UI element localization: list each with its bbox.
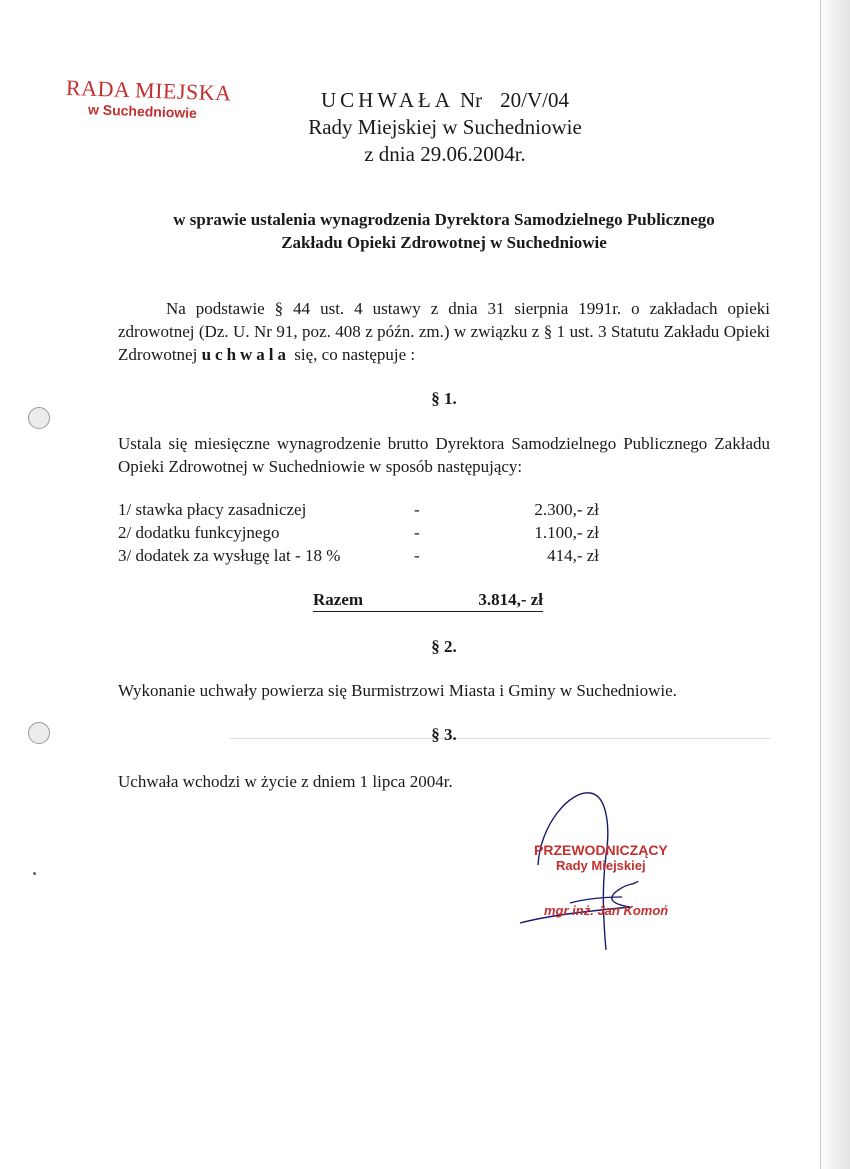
salary-item-row	[118, 521, 599, 544]
total-row	[313, 590, 543, 612]
section-1-text: Ustala się miesięczne wynagrodzenie brutto Dyrektora Samodzielnego Publicznego Zakładu Opieki Zdrowotnej w Suchedniowie w sposób następujący:	[118, 434, 770, 476]
punch-hole-top	[28, 407, 50, 429]
punch-hole-bottom	[28, 722, 50, 744]
item-name: 1/ stawka płacy zasadniczej	[118, 499, 307, 519]
resolution-title	[260, 88, 630, 113]
total-label: Razem	[313, 590, 364, 609]
resolution-header	[260, 88, 630, 167]
item-name: 2/ dodatku funkcyjnego	[118, 522, 280, 542]
resolution-date: z dnia 29.06.2004r.	[364, 142, 526, 166]
salary-item-row	[118, 544, 599, 567]
signature-title: PRZEWODNICZĄCY	[534, 842, 668, 858]
subject-line-2: Zakładu Opieki Zdrowotnej w Suchedniowie	[281, 233, 607, 252]
item-dash: -	[414, 522, 420, 542]
section-3-heading: § 3.	[431, 725, 457, 744]
item-amount: 2.300,- zł	[534, 499, 599, 519]
council-stamp	[65, 74, 246, 122]
item-name: 3/ dodatek za wysługę lat - 18 %	[118, 545, 341, 565]
preamble-text: Na podstawie § 44 ust. 4 ustawy z dnia 31 sierpnia 1991r. o zakładach opieki zdrowotnej (Dz. U. Nr 91, poz. 408 z późn. zm.) w związku z § 1 ust. 3 Statutu Zakładu Opieki Zdrowotnej	[118, 299, 770, 364]
title-nr: Nr	[459, 88, 483, 112]
section-2-text: Wykonanie uchwały powierza się Burmistrzowi Miasta i Gminy w Suchedniowie.	[118, 681, 677, 700]
signature-subtitle: Rady Miejskiej	[556, 858, 646, 873]
item-amount: 414,- zł	[547, 545, 599, 565]
section-2-heading: § 2.	[431, 637, 457, 656]
salary-items-table	[118, 498, 599, 567]
scan-edge-shadow	[820, 0, 850, 1169]
item-dash: -	[414, 545, 420, 565]
salary-items-body	[118, 498, 599, 567]
section-3-text: Uchwała wchodzi w życie z dniem 1 lipca 2004r.	[118, 772, 453, 791]
preamble-spaced-word: uchwala	[201, 345, 291, 364]
stamp-line-2: w Suchedniowie	[87, 101, 198, 122]
title-word: UCHWAŁA	[320, 88, 454, 112]
resolution-issuer: Rady Miejskiej w Suchedniowie	[308, 115, 582, 139]
signature-block	[510, 785, 710, 955]
item-dash: -	[414, 499, 420, 519]
resolution-number: 20/V/04	[500, 88, 569, 112]
preamble-text-end: się, co następuje :	[290, 345, 416, 364]
resolution-subject	[118, 208, 770, 254]
signatory-name: mgr inż. Jan Komoń	[544, 903, 669, 918]
total-value: 3.814,- zł	[478, 590, 543, 609]
stamp-line-1: RADA MIEJSKA	[65, 74, 232, 106]
subject-line-1: w sprawie ustalenia wynagrodzenia Dyrektora Samodzielnego Publicznego	[173, 210, 715, 229]
scan-speck	[33, 872, 36, 875]
preamble-paragraph	[118, 297, 770, 366]
section-1-heading: § 1.	[431, 389, 457, 408]
salary-item-row	[118, 498, 599, 521]
scan-edge-line	[820, 0, 821, 1169]
item-amount: 1.100,- zł	[534, 522, 599, 542]
